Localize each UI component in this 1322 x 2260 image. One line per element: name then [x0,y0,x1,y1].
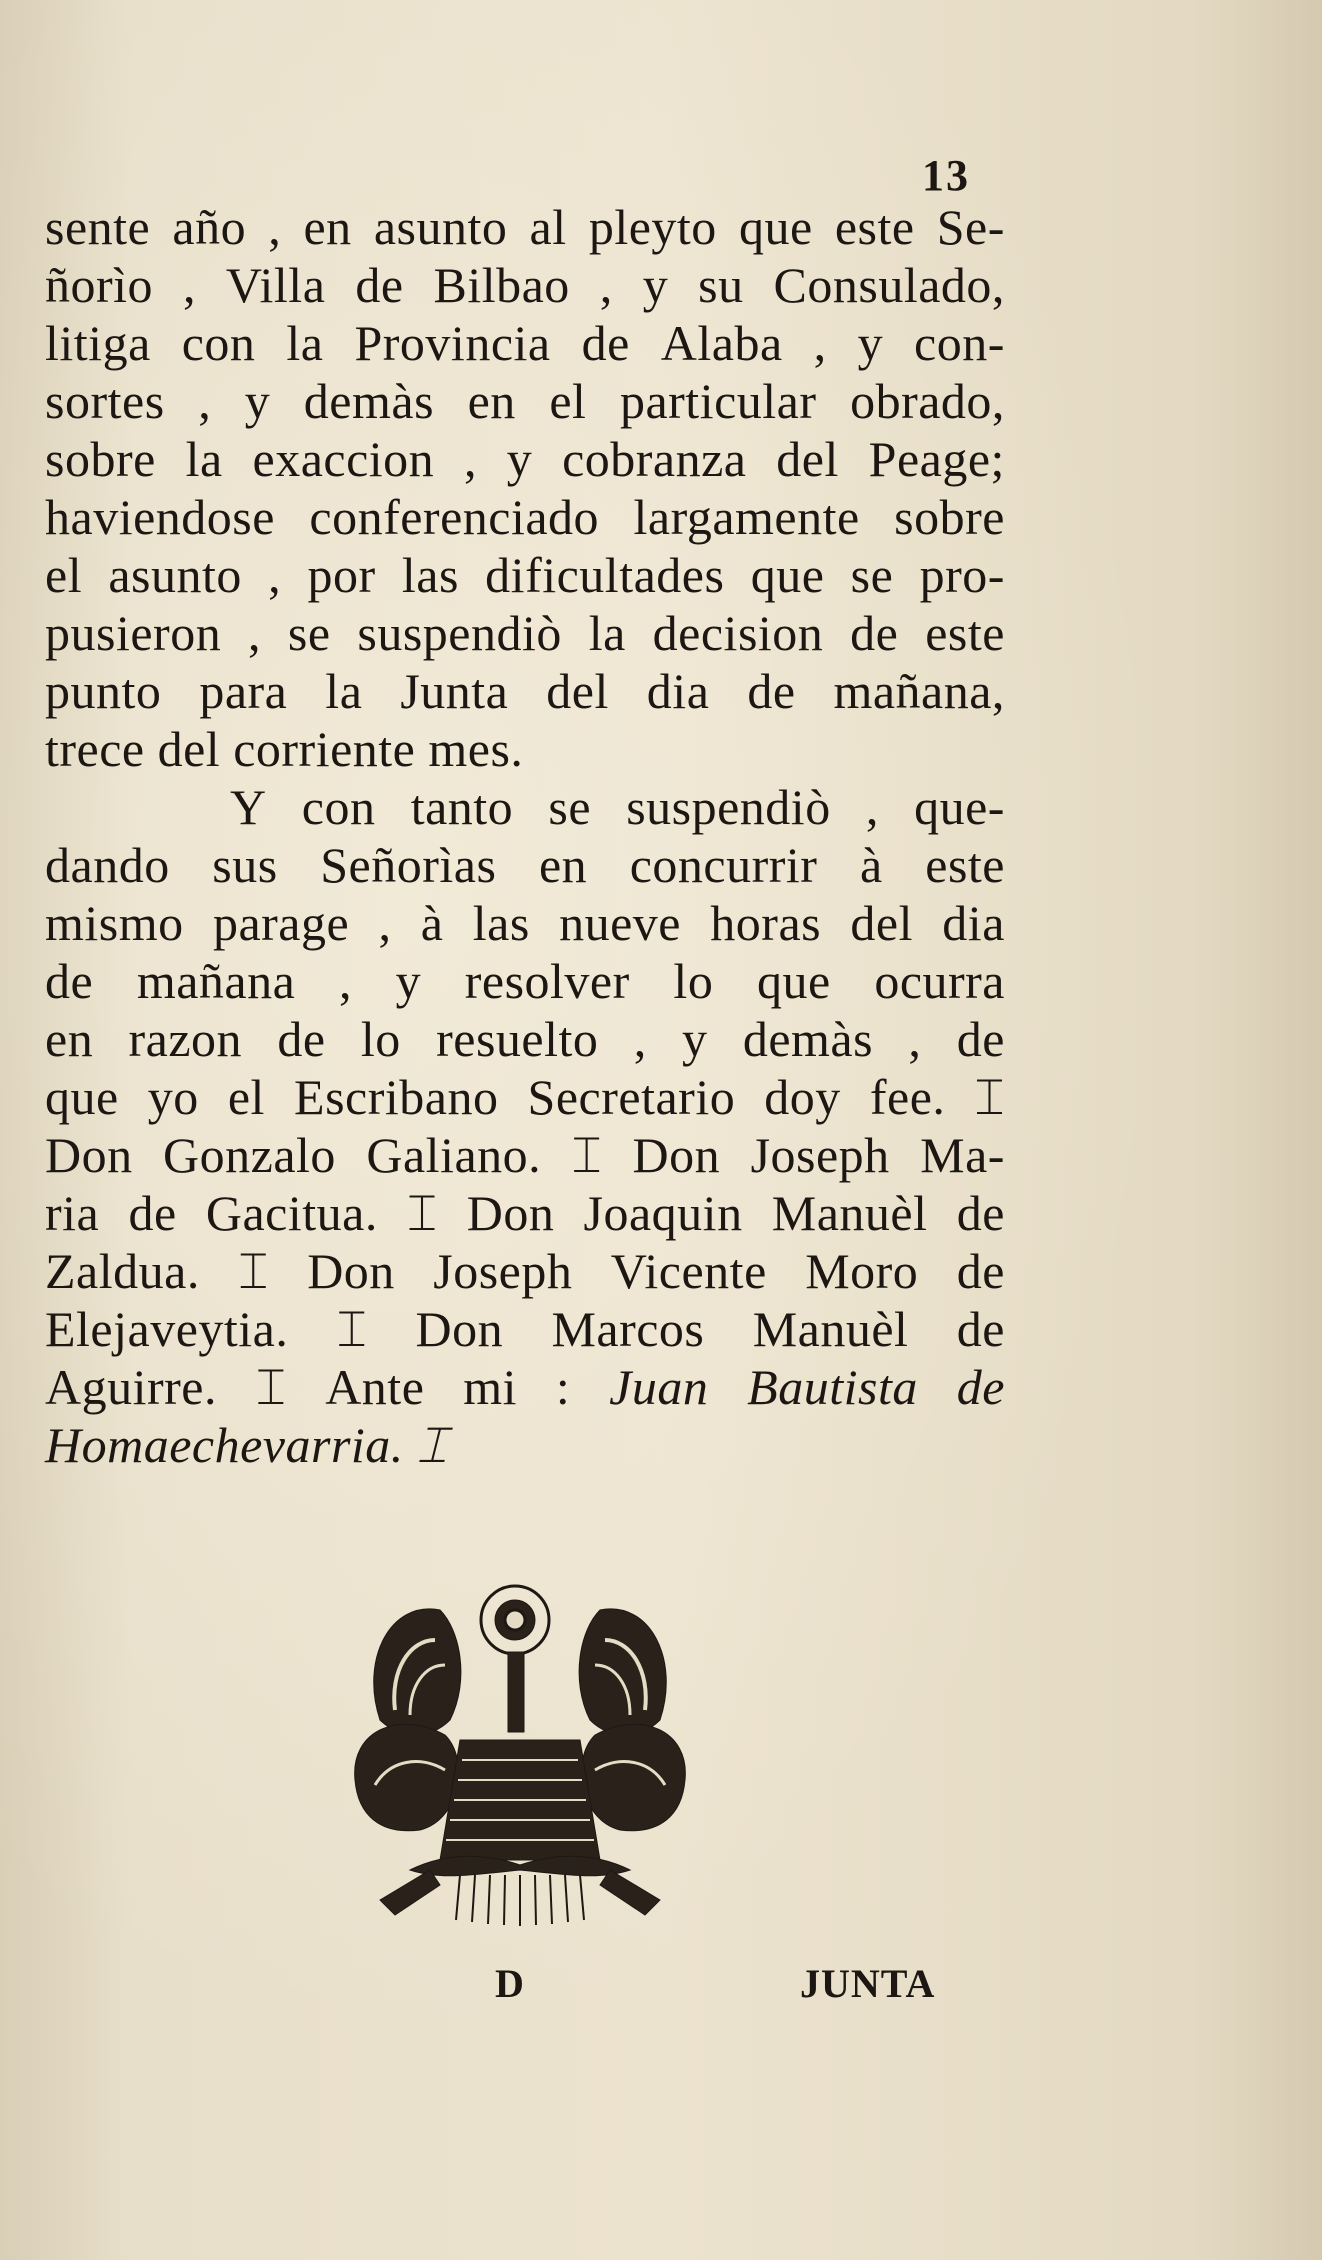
text-line: ñorìo , Villa de Bilbao , y su Consulado, [45,257,1005,313]
signature-mark: D [495,1961,524,2006]
text-line: haviendose conferenciado largamente sobre [45,489,1005,545]
text-line: Homaechevarria. ⌶ [45,1417,448,1473]
flower-basket-ornament [350,1570,690,1930]
text-line: que yo el Escribano Secretario doy fee. ⌶ [45,1069,1005,1125]
text-line: sortes , y demàs en el particular obrado, [45,373,1005,429]
text-line: sobre la exaccion , y cobranza del Peage; [45,431,1005,487]
page-number: 13 [922,151,970,200]
body-text [45,198,1005,1474]
text-line: sente año , en asunto al pleyto que este Se- [45,199,1005,255]
text-line: pusieron , se suspendiò la decision de este [45,605,1005,661]
text-line: Y con tanto se suspendiò , que- [230,779,1005,835]
text-line: dando sus Señorìas en concurrir à este [45,837,1005,893]
text-line: en razon de lo resuelto , y demàs , de [45,1011,1005,1067]
text-line: Zaldua. ⌶ Don Joseph Vicente Moro de [45,1243,1005,1299]
text-line: de mañana , y resolver lo que ocurra [45,953,1005,1009]
catchword: JUNTA [800,1961,936,2006]
text-line: Elejaveytia. ⌶ Don Marcos Manuèl de [45,1301,1005,1357]
text-line: Aguirre. ⌶ Ante mi : Juan Bautista de [45,1359,1005,1415]
text-line: trece del corriente mes. [45,721,524,777]
text-line: punto para la Junta del dia de mañana, [45,663,1005,719]
text-line: litiga con la Provincia de Alaba , y con- [45,315,1005,371]
text-line: ria de Gacitua. ⌶ Don Joaquin Manuèl de [45,1185,1005,1241]
text-line: el asunto , por las dificultades que se pro- [45,547,1005,603]
text-line: mismo parage , à las nueve horas del dia [45,895,1005,951]
text-line: Don Gonzalo Galiano. ⌶ Don Joseph Ma- [45,1127,1005,1183]
